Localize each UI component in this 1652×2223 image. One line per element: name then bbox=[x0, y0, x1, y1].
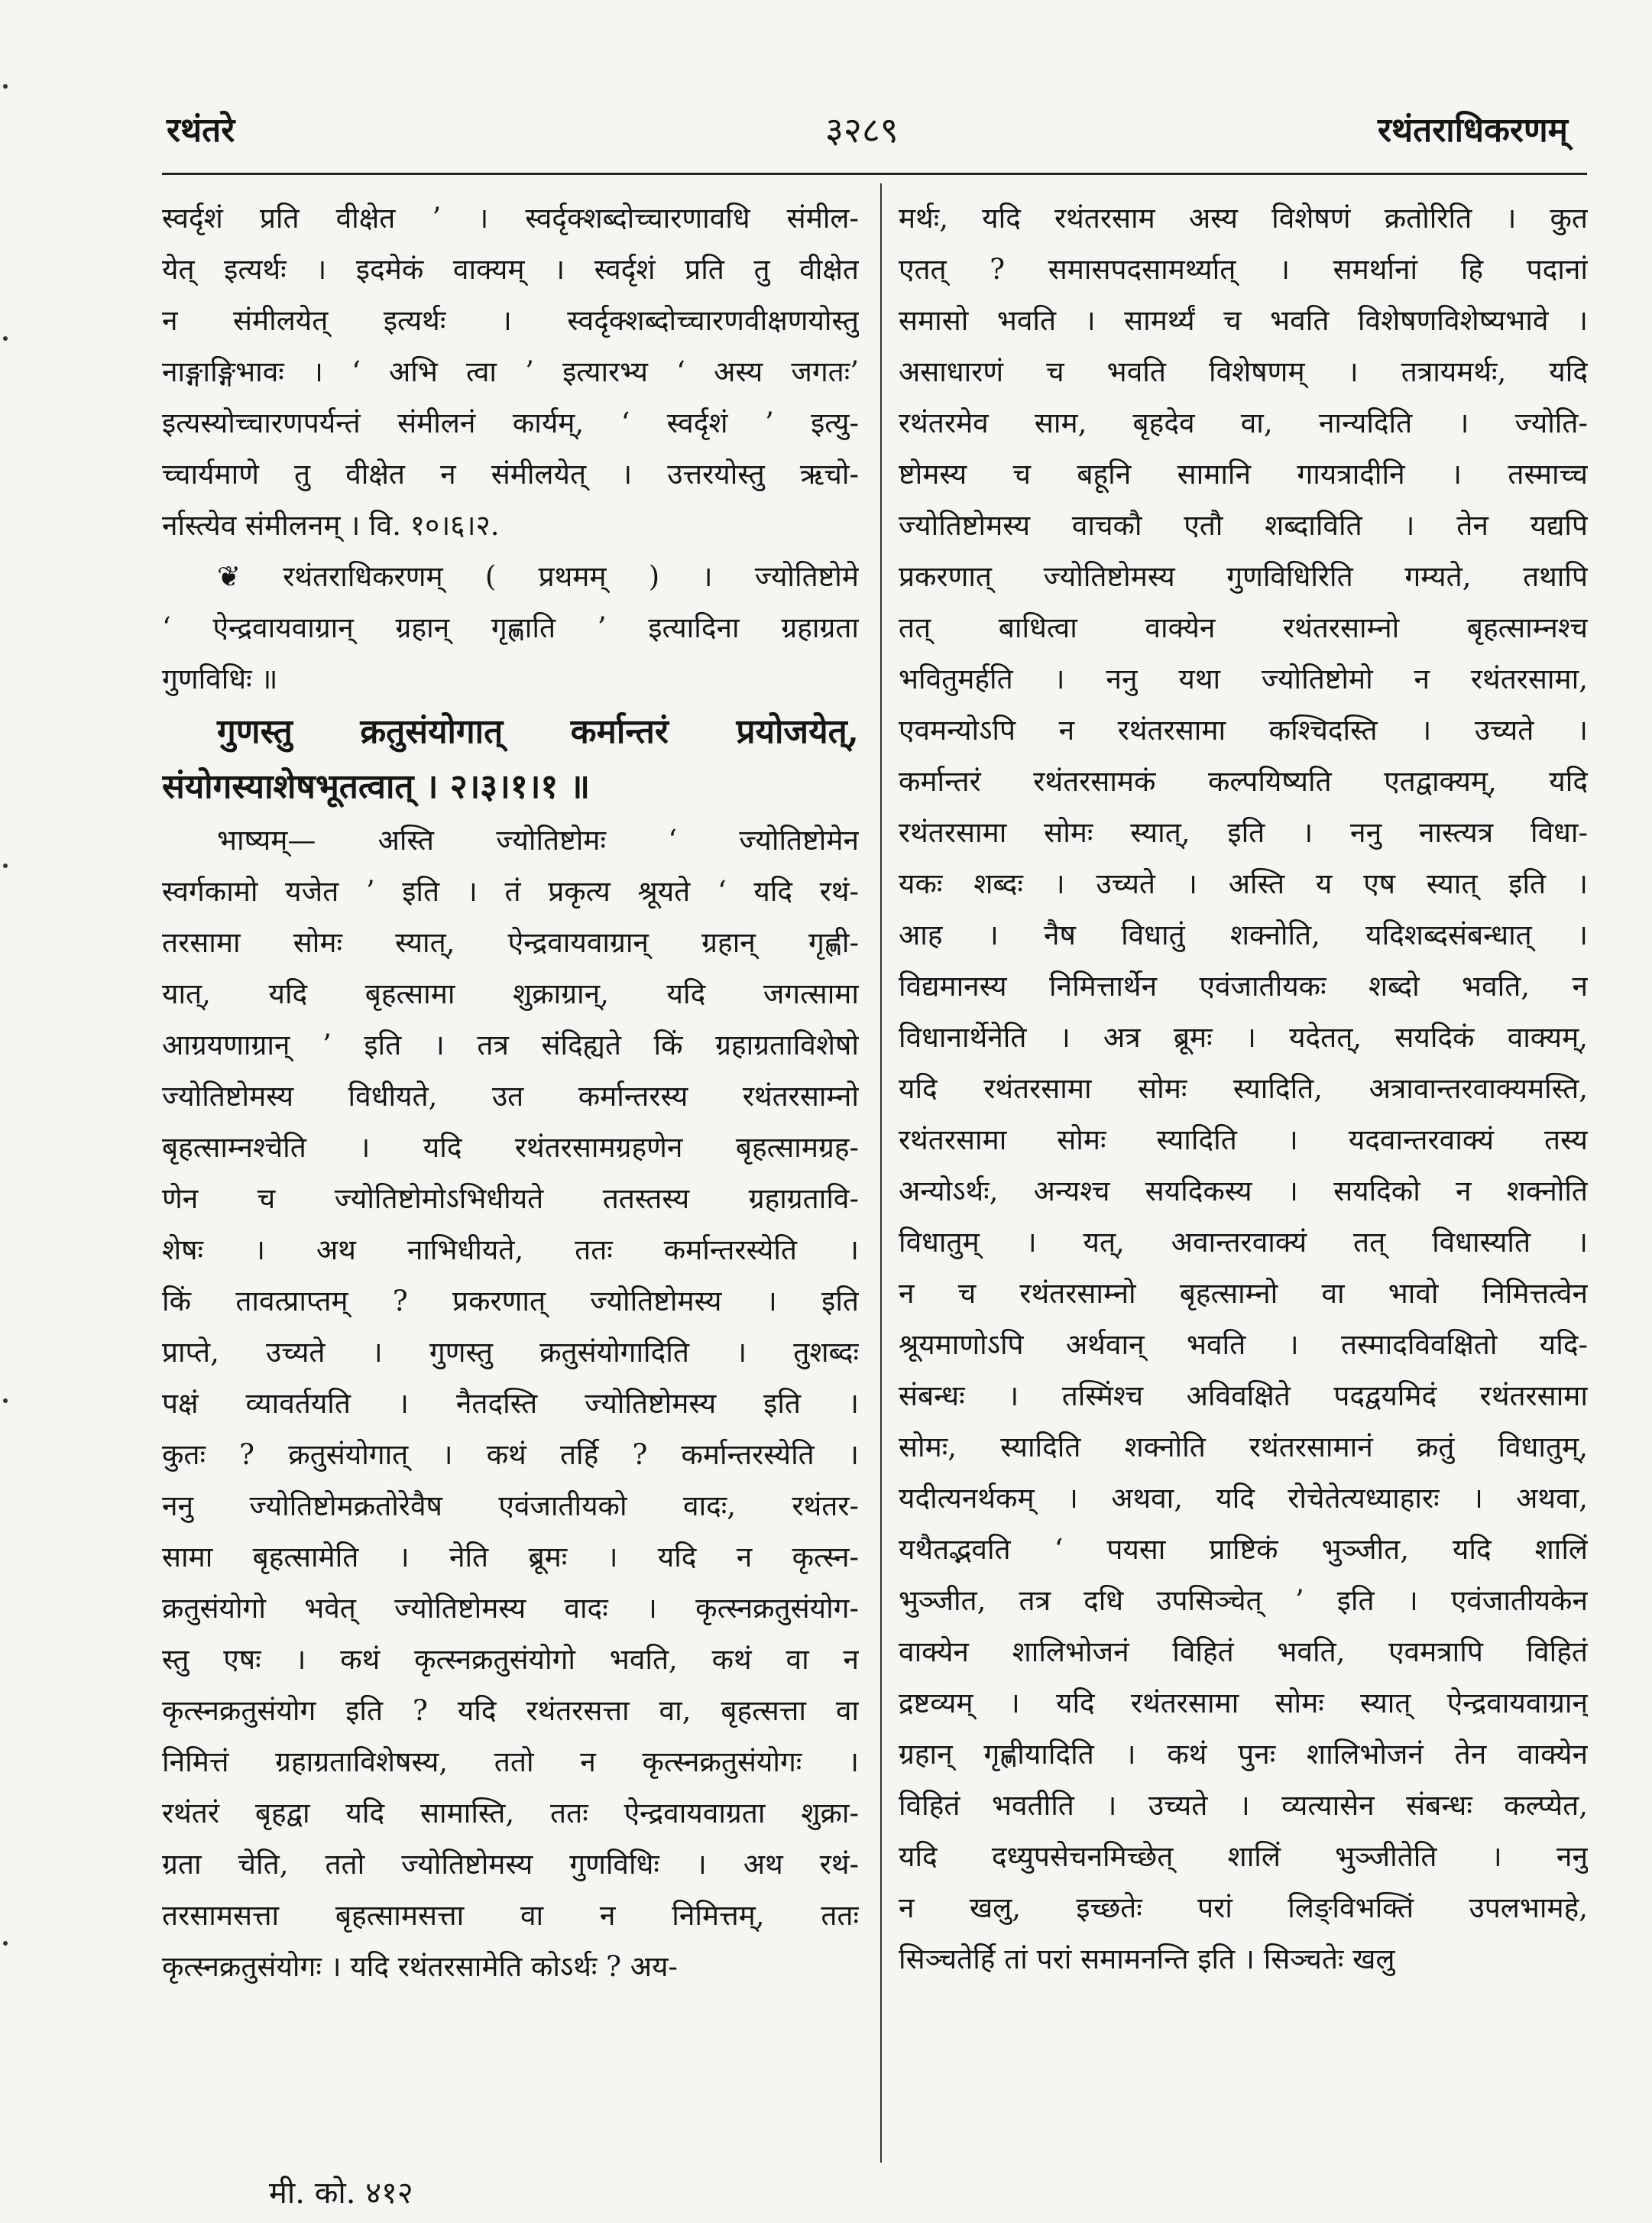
text-line: संबन्धः । तस्मिंश्च अविवक्षिते पदद्वयमिदं रथंतरसामा bbox=[899, 1379, 1588, 1412]
text-line: द्रष्टव्यम् । यदि रथंतरसामा सोमः स्यात् ऐन्द्रवायवाग्रान् bbox=[899, 1687, 1588, 1719]
text-line: न च रथंतरसाम्नो बृहत्साम्नो वा भावो निमित्तत्वेन bbox=[899, 1277, 1588, 1310]
text-line: प्रकरणात् ज्योतिष्टोमस्य गुणविधिरिति गम्यते, तथापि bbox=[899, 560, 1588, 593]
scan-mark bbox=[3, 84, 8, 89]
text-line: न खलु, इच्छतेः परां लिङ्विभक्तिं उपलभामहे, bbox=[899, 1891, 1588, 1924]
column-divider bbox=[880, 183, 882, 2163]
text-line: ज्योतिष्टोमस्य वाचकौ एतौ शब्दाविति । तेन यद्यपि bbox=[899, 509, 1588, 542]
text-line: किं तावत्प्राप्तम् ? प्रकरणात् ज्योतिष्टोमस्य । इति bbox=[162, 1285, 859, 1317]
text-line: न संमीलयेत् इत्यर्थः । स्वर्दृक्शब्दोच्चारणवीक्षणयोस्तु bbox=[162, 304, 859, 337]
text-line: तत् बाधित्वा वाक्येन रथंतरसाम्नो बृहत्साम्नश्च bbox=[899, 611, 1588, 644]
text-line: यात्, यदि बृहत्सामा शुक्राग्रान्, यदि जगत्सामा bbox=[162, 977, 859, 1010]
text-line: कर्मान्तरं रथंतरसामकं कल्पयिष्यति एतद्वाक्यम्, यदि bbox=[899, 765, 1588, 798]
text-line: रथंतरमेव साम, बृहदेव वा, नान्यदिति । ज्योति- bbox=[899, 407, 1588, 439]
text-line: भाष्यम्— अस्ति ज्योतिष्टोमः ‘ ज्योतिष्टोमेन bbox=[217, 824, 859, 857]
text-line: ग्रता चेति, ततो ज्योतिष्टोमस्य गुणविधिः । अथ रथं- bbox=[162, 1848, 859, 1881]
text-line: असाधारणं च भवति विशेषणम् । तत्रायमर्थः, यदि bbox=[899, 355, 1588, 388]
text-line: रथंतरसामा सोमः स्यात्, इति । ननु नास्त्यत्र विधा- bbox=[899, 816, 1588, 849]
text-line: येत् इत्यर्थः । इदमेकं वाक्यम् । स्वर्दृशं प्रति तु वीक्षेत bbox=[162, 253, 859, 286]
text-line: सामा बृहत्सामेति । नेति ब्रूमः । यदि न कृत्स्न- bbox=[162, 1541, 859, 1573]
text-line: यदीत्यनर्थकम् । अथवा, यदि रोचेतेत्यध्याहारः । अथवा, bbox=[899, 1482, 1588, 1515]
text-line: कृत्स्नक्रतुसंयोगः । यदि रथंतरसामेति कोऽर्थः ? अय- bbox=[162, 1950, 678, 1983]
scan-mark bbox=[3, 336, 8, 341]
text-line: एवमन्योऽपि न रथंतरसामा कश्चिदस्ति । उच्यते । bbox=[899, 714, 1588, 747]
text-line: स्वर्दृशं प्रति वीक्षेत ’ । स्वर्दृक्शब्दोच्चारणावधि संमील- bbox=[162, 202, 859, 235]
text-line: शेषः । अथ नाभिधीयते, ततः कर्मान्तरस्येति । bbox=[162, 1233, 859, 1266]
header-rule bbox=[162, 173, 1587, 175]
text-line: मर्थः, यदि रथंतरसाम अस्य विशेषणं क्रतोरिति । कुत bbox=[899, 202, 1588, 235]
text-line: स्तु एषः । कथं कृत्स्नक्रतुसंयोगो भवति, कथं वा न bbox=[162, 1643, 859, 1676]
text-line: भवितुमर्हति । ननु यथा ज्योतिष्टोमो न रथंतरसामा, bbox=[899, 663, 1588, 695]
text-line: तरसामसत्ता बृहत्सामसत्ता वा न निमित्तम्, ततः bbox=[162, 1899, 859, 1932]
running-header-right: रथंतराधिकरणम् bbox=[1378, 111, 1568, 150]
text-line: यदि रथंतरसामा सोमः स्यादिति, अत्रावान्तरवाक्यमस्ति, bbox=[899, 1072, 1588, 1105]
text-line: तरसामा सोमः स्यात्, ऐन्द्रवायवाग्रान् ग्रहान् गृह्णी- bbox=[162, 926, 859, 959]
text-line: अन्योऽर्थः, अन्यश्च सयदिकस्य । सयदिको न शक्नोति bbox=[899, 1175, 1588, 1207]
text-line: स्वर्गकामो यजेत ’ इति । तं प्रकृत्य श्रूयते ‘ यदि रथं- bbox=[162, 875, 859, 908]
text-line: गुणस्तु क्रतुसंयोगात् कर्मान्तरं प्रयोजयेत्, bbox=[217, 712, 859, 751]
text-line: ननु ज्योतिष्टोमक्रतोरेवैष एवंजातीयको वादः, रथंतर- bbox=[162, 1489, 859, 1522]
signature-mark: मी. को. ४१२ bbox=[269, 2176, 413, 2211]
text-line: विहितं भवतीति । उच्यते । व्यत्यासेन संबन्धः कल्प्येत, bbox=[899, 1789, 1588, 1822]
text-line: कृत्स्नक्रतुसंयोग इति ? यदि रथंतरसत्ता वा, बृहत्सत्ता वा bbox=[162, 1694, 859, 1727]
text-line: कुतः ? क्रतुसंयोगात् । कथं तर्हि ? कर्मान्तरस्येति । bbox=[162, 1438, 859, 1471]
text-line: यकः शब्दः । उच्यते । अस्ति य एष स्यात् इति । bbox=[899, 867, 1588, 900]
text-line: एतत् ? समासपदसामर्थ्यात् । समर्थानां हि पदानां bbox=[899, 253, 1588, 286]
scan-mark bbox=[3, 1941, 8, 1946]
text-line: ज्योतिष्टोमस्य विधीयते, उत कर्मान्तरस्य रथंतरसाम्नो bbox=[162, 1080, 859, 1113]
text-line: च्चार्यमाणे तु वीक्षेत न संमीलयेत् । उत्तरयोस्तु ऋचो- bbox=[162, 458, 859, 491]
text-line: सिञ्चतेर्हि तां परां समामनन्ति इति । सिञ्चतेः खलु bbox=[899, 1943, 1395, 1975]
text-line: क्रतुसंयोगो भवेत् ज्योतिष्टोमस्य वादः । कृत्स्नक्रतुसंयोग- bbox=[162, 1592, 859, 1625]
text-line: श्रूयमाणोऽपि अर्थवान् भवति । तस्मादविवक्षितो यदि- bbox=[899, 1328, 1588, 1361]
left-column bbox=[162, 193, 859, 1992]
page-number: ३२८९ bbox=[825, 109, 899, 151]
text-line: भुञ्जीत, तत्र दधि उपसिञ्चेत् ’ इति । एवंजातीयकेन bbox=[899, 1584, 1588, 1617]
text-line: बृहत्साम्नश्चेति । यदि रथंतरसामग्रहणेन बृहत्सामग्रह- bbox=[162, 1131, 859, 1164]
text-line: नाङ्गाङ्गिभावः । ‘ अभि त्वा ’ इत्यारभ्य ‘ अस्य जगतः’ bbox=[162, 355, 859, 388]
text-line: गुणविधिः ॥ bbox=[162, 663, 278, 695]
text-line: यदि दध्युपसेचनमिच्छेत् शालिं भुञ्जीतेति । ननु bbox=[899, 1840, 1588, 1873]
running-header-left: रथंतरे bbox=[167, 111, 235, 150]
text-line: रथंतरं बृहद्वा यदि सामास्ति, ततः ऐन्द्रवायवाग्रता शुक्रा- bbox=[162, 1797, 859, 1829]
scan-mark bbox=[3, 1398, 8, 1403]
text-line: इत्यस्योच्चारणपर्यन्तं संमीलनं कार्यम्, ‘ स्वर्दृशं ’ इत्यु- bbox=[162, 407, 859, 439]
text-line: आग्रयणाग्रान् ’ इति । तत्र संदिह्यते किं ग्रहाग्रताविशेषो bbox=[162, 1029, 859, 1061]
text-line: ❦ रथंतराधिकरणम् ( प्रथमम् ) । ज्योतिष्टोमे bbox=[217, 560, 859, 593]
right-column bbox=[899, 193, 1588, 1985]
text-line: आह । नैष विधातुं शक्नोति, यदिशब्दसंबन्धात् । bbox=[899, 919, 1588, 951]
text-line: ष्टोमस्य च बहूनि सामानि गायत्रादीनि । तस्माच्च bbox=[899, 458, 1588, 491]
text-line: विधातुम् । यत्, अवान्तरवाक्यं तत् विधास्यति । bbox=[899, 1226, 1588, 1259]
text-line: ग्रहान् गृह्णीयादिति । कथं पुनः शालिभोजनं तेन वाक्येन bbox=[899, 1738, 1588, 1771]
text-line: प्राप्ते, उच्यते । गुणस्तु क्रतुसंयोगादिति । तुशब्दः bbox=[162, 1336, 859, 1369]
text-line: सोमः, स्यादिति शक्नोति रथंतरसामानं क्रतुं विधातुम्, bbox=[899, 1431, 1588, 1463]
text-line: समासो भवति । सामर्थ्यं च भवति विशेषणविशेष्यभावे । bbox=[899, 304, 1588, 337]
text-line: र्नास्त्येव संमीलनम् । वि. १०।६।२. bbox=[162, 509, 500, 542]
text-line: विद्यमानस्य निमित्तार्थेन एवंजातीयकः शब्दो भवति, न bbox=[899, 970, 1588, 1003]
text-line: पक्षं व्यावर्तयति । नैतदस्ति ज्योतिष्टोमस्य इति । bbox=[162, 1387, 859, 1420]
text-line: यथैतद्भवति ‘ पयसा प्राष्टिकं भुञ्जीत, यदि शालिं bbox=[899, 1533, 1588, 1566]
text-line: ‘ ऐन्द्रवायवाग्रान् ग्रहान् गृह्णाति ’ इत्यादिना ग्रहाग्रता bbox=[162, 611, 859, 644]
text-line: णेन च ज्योतिष्टोमोऽभिधीयते ततस्तस्य ग्रहाग्रतावि- bbox=[162, 1182, 859, 1215]
text-line: वाक्येन शालिभोजनं विहितं भवति, एवमत्रापि विहितं bbox=[899, 1635, 1588, 1668]
text-line: रथंतरसामा सोमः स्यादिति । यदवान्तरवाक्यं तस्य bbox=[899, 1123, 1588, 1156]
text-line: निमित्तं ग्रहाग्रताविशेषस्य, ततो न कृत्स्नक्रतुसंयोगः । bbox=[162, 1745, 859, 1778]
text-line: विधानार्थेनेति । अत्र ब्रूमः । यदेतत्, सयदिकं वाक्यम्, bbox=[899, 1021, 1588, 1054]
scan-mark bbox=[3, 864, 8, 868]
text-line: संयोगस्याशेषभूतत्वात् । २।३।१।१ ॥ bbox=[162, 767, 590, 806]
